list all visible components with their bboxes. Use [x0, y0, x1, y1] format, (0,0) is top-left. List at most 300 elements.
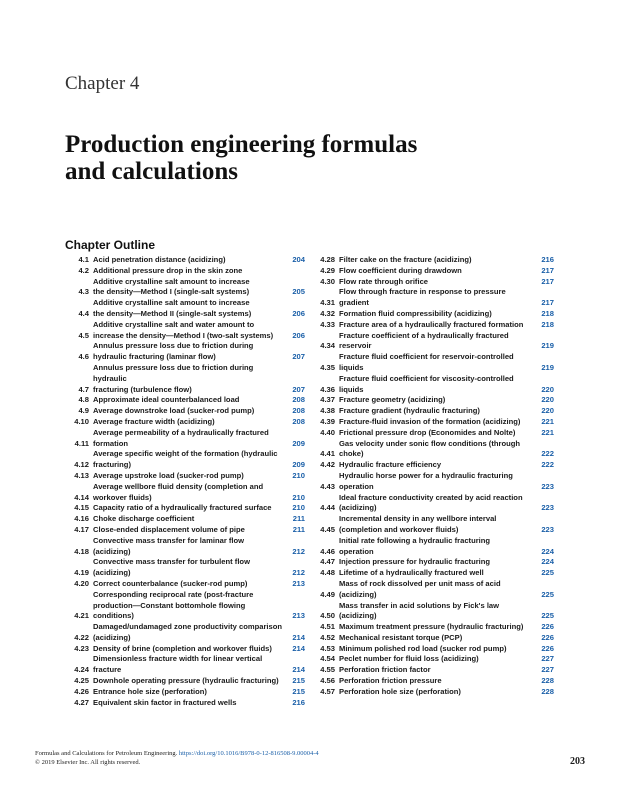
entry-page-link[interactable]: 223 — [541, 503, 554, 513]
entry-number: 4.54 — [320, 654, 335, 664]
entry-title — [93, 676, 283, 687]
entry-page-link[interactable]: 223 — [541, 524, 554, 534]
entry-number: 4.52 — [320, 632, 335, 642]
entry-page-link[interactable]: 227 — [541, 654, 554, 664]
entry-title — [339, 471, 532, 493]
entry-title-line: Average fracture width (acidizing) — [93, 416, 215, 426]
outline-entry[interactable] — [311, 665, 554, 676]
entry-title-line: increase the density—Method I (two-salt systems) — [93, 330, 274, 340]
entry-title-line: the density—Method II (single-salt systems) — [93, 308, 252, 318]
entry-title — [93, 654, 283, 676]
entry-number: 4.8 — [78, 395, 89, 405]
outline-entry[interactable] — [311, 266, 554, 277]
outline-entry[interactable] — [65, 514, 305, 525]
entry-title — [339, 460, 532, 471]
entry-number: 4.31 — [320, 298, 335, 308]
entry-title-line: Formation fluid compressibility (acidizing) — [339, 308, 492, 318]
entry-page-link[interactable]: 222 — [541, 449, 554, 459]
footer-book-title: Formulas and Calculations for Petroleum Engineering. — [35, 750, 178, 757]
entry-number: 4.41 — [320, 449, 335, 459]
outline-entry[interactable] — [65, 590, 305, 622]
outline-entry[interactable] — [65, 341, 305, 363]
entry-title — [339, 287, 532, 309]
outline-entry[interactable] — [311, 428, 554, 439]
entry-page-link[interactable]: 206 — [292, 330, 305, 340]
entry-title-line: Perforation friction pressure — [339, 676, 442, 686]
entry-number: 4.27 — [74, 697, 89, 707]
entry-page-link[interactable]: 208 — [292, 406, 305, 416]
entry-page-link[interactable]: 224 — [541, 557, 554, 567]
entry-number: 4.25 — [74, 676, 89, 686]
outline-entry[interactable] — [65, 503, 305, 514]
outline-entry[interactable] — [65, 320, 305, 342]
outline-entry[interactable] — [65, 363, 305, 395]
outline-entry[interactable] — [65, 687, 305, 698]
outline-entry[interactable] — [65, 449, 305, 471]
entry-page-link[interactable]: 208 — [292, 416, 305, 426]
entry-number: 4.1 — [78, 255, 89, 264]
entry-number: 4.39 — [320, 416, 335, 426]
entry-title-line: Injection pressure for hydraulic fracturing — [339, 557, 491, 567]
outline-entry[interactable] — [65, 676, 305, 687]
entry-number: 4.29 — [320, 265, 335, 275]
entry-title-line: hydraulic fracturing (laminar flow) — [93, 352, 216, 362]
outline-entry[interactable] — [65, 417, 305, 428]
entry-title — [339, 255, 532, 266]
entry-number: 4.21 — [74, 611, 89, 621]
title-line: Production engineering formulas — [65, 131, 418, 158]
entry-page-link[interactable]: 219 — [541, 362, 554, 372]
entry-title-line: Hydraulic horse power for a hydraulic fracturing — [339, 470, 513, 480]
entry-number: 4.30 — [320, 276, 335, 286]
outline-entry[interactable] — [65, 255, 305, 266]
entry-title-line: Fracture fluid coefficient for viscosity-controlled — [339, 373, 514, 383]
entry-number: 4.50 — [320, 611, 335, 621]
entry-title-line: fracturing (turbulence flow) — [93, 384, 192, 394]
entry-title — [93, 590, 283, 622]
entry-page-link[interactable]: 206 — [292, 308, 305, 318]
entry-page-link[interactable]: 221 — [541, 416, 554, 426]
entry-number: 4.10 — [74, 416, 89, 426]
outline-entry[interactable] — [311, 536, 554, 558]
entry-page-link[interactable]: 216 — [292, 697, 305, 707]
entry-title — [93, 644, 283, 655]
entry-page-link[interactable]: 207 — [292, 384, 305, 394]
entry-number: 4.18 — [74, 546, 89, 556]
entry-number: 4.28 — [320, 255, 335, 264]
entry-title-line: Downhole operating pressure (hydraulic fracturing) — [93, 676, 279, 686]
entry-number: 4.26 — [74, 686, 89, 696]
outline-entry[interactable] — [311, 654, 554, 665]
outline-entry[interactable] — [311, 331, 554, 353]
outline-entry[interactable] — [311, 255, 554, 266]
entry-title — [93, 557, 283, 579]
entry-title-line: Peclet number for fluid loss (acidizing) — [339, 654, 479, 664]
entry-number: 4.6 — [78, 352, 89, 362]
entry-title-line: (acidizing) — [339, 589, 377, 599]
entry-number: 4.3 — [78, 287, 89, 297]
entry-page-link[interactable]: 214 — [292, 643, 305, 653]
outline-entry[interactable] — [311, 320, 554, 331]
entry-page-link[interactable]: 217 — [541, 276, 554, 286]
outline-entry[interactable] — [65, 557, 305, 579]
outline-entry[interactable] — [311, 460, 554, 471]
entry-page-link[interactable]: 204 — [292, 255, 305, 264]
entry-title-line: Frictional pressure drop (Economides and Nolte) — [339, 427, 516, 437]
entry-title — [93, 471, 283, 482]
entry-number: 4.55 — [320, 665, 335, 675]
entry-page-link[interactable]: 208 — [292, 395, 305, 405]
entry-title-line: Flow rate through orifice — [339, 276, 429, 286]
entry-title — [339, 676, 532, 687]
entry-title-line: Minimum polished rod load (sucker rod pump) — [339, 643, 507, 653]
entry-title-line: Mass transfer in acid solutions by Fick's law — [339, 600, 500, 610]
entry-title-line: production—Constant bottomhole flowing — [93, 600, 246, 610]
entry-title-line: fracturing) — [93, 460, 131, 470]
outline-entry[interactable] — [65, 579, 305, 590]
entry-title-line: Lifetime of a hydraulically fractured well — [339, 568, 484, 578]
entry-title — [93, 341, 283, 363]
entry-title-line: Filter cake on the fracture (acidizing) — [339, 255, 472, 264]
entry-page-link[interactable]: 221 — [541, 427, 554, 437]
entry-title-line: Fracture coefficient of a hydraulically fractured — [339, 330, 509, 340]
entry-title-line: Fracture fluid coefficient for reservoir-controlled — [339, 352, 514, 362]
entry-title-line: operation — [339, 546, 374, 556]
entry-title — [93, 698, 283, 709]
entry-number: 4.24 — [74, 665, 89, 675]
entry-title — [93, 320, 283, 342]
entry-title-line: Annulus pressure loss due to friction during — [93, 341, 254, 351]
outline-entry[interactable] — [65, 698, 305, 709]
outline-entry[interactable] — [311, 557, 554, 568]
entry-title-line: the density—Method I (single-salt systems) — [93, 287, 250, 297]
outline-entry[interactable] — [65, 644, 305, 655]
outline-entry[interactable] — [311, 514, 554, 536]
entry-title — [339, 352, 532, 374]
entry-number: 4.36 — [320, 384, 335, 394]
entry-title-line: Average downstroke load (sucker-rod pump) — [93, 406, 255, 416]
entry-title-line: Initial rate following a hydraulic fracturing — [339, 535, 491, 545]
entry-page-link[interactable]: 210 — [292, 503, 305, 513]
outline-heading: Chapter Outline — [65, 238, 156, 252]
outline-entry[interactable] — [311, 277, 554, 288]
entry-number: 4.43 — [320, 481, 335, 491]
entry-page-link[interactable]: 210 — [292, 492, 305, 502]
outline-entry[interactable] — [65, 622, 305, 644]
entry-title-line: Average specific weight of the formation (hydraulic — [93, 449, 278, 459]
entry-title — [339, 687, 532, 698]
entry-number: 4.45 — [320, 524, 335, 534]
entry-title-line: Average permeability of a hydraulically fractured — [93, 427, 269, 437]
entry-title — [339, 644, 532, 655]
entry-title-line: Fracture area of a hydraulically fractured formation — [339, 319, 524, 329]
entry-title — [93, 266, 283, 277]
entry-number: 4.13 — [74, 470, 89, 480]
entry-page-link[interactable]: 225 — [541, 611, 554, 621]
entry-page-link[interactable]: 219 — [541, 341, 554, 351]
entry-title-line: (acidizing) — [93, 568, 131, 578]
entry-title — [93, 277, 283, 299]
entry-number: 4.49 — [320, 589, 335, 599]
entry-title — [93, 536, 283, 558]
outline-entry[interactable] — [311, 439, 554, 461]
entry-page-link[interactable]: 225 — [541, 589, 554, 599]
entry-title — [93, 482, 283, 504]
entry-page-link[interactable]: 214 — [292, 632, 305, 642]
entry-number: 4.51 — [320, 622, 335, 632]
outline-entry[interactable] — [311, 309, 554, 320]
entry-number: 4.34 — [320, 341, 335, 351]
entry-title-line: Additive crystalline salt and water amount to — [93, 319, 255, 329]
entry-page-link[interactable]: 214 — [292, 665, 305, 675]
outline-entry[interactable] — [65, 471, 305, 482]
entry-number: 4.44 — [320, 503, 335, 513]
entry-title-line: liquids — [339, 362, 364, 372]
outline-entry[interactable] — [311, 579, 554, 601]
entry-page-link[interactable]: 210 — [292, 470, 305, 480]
entry-page-link[interactable]: 228 — [541, 686, 554, 696]
entry-page-link[interactable]: 213 — [292, 611, 305, 621]
entry-title-line: Annulus pressure loss due to friction during hydraulic — [93, 362, 254, 383]
footer-doi-link[interactable]: https://doi.org/10.1016/B978-0-12-816508-9.00004-4 — [178, 750, 319, 757]
entry-number: 4.48 — [320, 568, 335, 578]
entry-page-link[interactable]: 217 — [541, 298, 554, 308]
entry-title-line: Additive crystalline salt amount to increase — [93, 276, 250, 286]
entry-page-link[interactable]: 223 — [541, 481, 554, 491]
entry-title-line: Convective mass transfer for turbulent flow — [93, 557, 250, 567]
entry-number: 4.12 — [74, 460, 89, 470]
entry-title-line: Acid penetration distance (acidizing) — [93, 255, 226, 264]
entry-title-line: Gas velocity under sonic flow conditions (through — [339, 438, 520, 448]
outline-entry[interactable] — [311, 601, 554, 623]
entry-number: 4.14 — [74, 492, 89, 502]
entry-number: 4.5 — [78, 330, 89, 340]
entry-page-link[interactable]: 211 — [292, 524, 305, 534]
entry-number: 4.35 — [320, 362, 335, 372]
entry-page-link[interactable]: 215 — [292, 686, 305, 696]
chapter-label: Chapter 4 — [65, 73, 140, 94]
entry-number: 4.2 — [78, 265, 89, 275]
entry-page-link[interactable]: 220 — [541, 384, 554, 394]
entry-page-link[interactable]: 228 — [541, 676, 554, 686]
entry-title — [339, 374, 532, 396]
entry-page-link[interactable]: 226 — [541, 622, 554, 632]
entry-title-line: Equivalent skin factor in fractured wells — [93, 697, 237, 707]
entry-title-line: Close-ended displacement volume of pipe — [93, 524, 245, 534]
entry-page-link[interactable]: 212 — [292, 568, 305, 578]
entry-title — [339, 439, 532, 461]
entry-title-line: workover fluids) — [93, 492, 152, 502]
entry-title-line: Damaged/undamaged zone productivity comparison — [93, 622, 283, 632]
outline-entry[interactable] — [65, 395, 305, 406]
entry-title-line: Flow through fracture in response to pressure — [339, 287, 506, 297]
outline-entry[interactable] — [65, 525, 305, 536]
entry-page-link[interactable]: 216 — [541, 255, 554, 264]
entry-page-link[interactable]: 220 — [541, 395, 554, 405]
entry-number: 4.9 — [78, 406, 89, 416]
title-line: and calculations — [65, 158, 238, 185]
entry-number: 4.38 — [320, 406, 335, 416]
entry-title — [339, 601, 532, 623]
entry-title — [339, 277, 532, 288]
entry-title — [93, 395, 283, 406]
entry-number: 4.4 — [78, 308, 89, 318]
entry-page-link[interactable]: 225 — [541, 568, 554, 578]
entry-title-line: Ideal fracture conductivity created by acid reaction — [339, 492, 523, 502]
entry-title — [339, 568, 532, 579]
entry-number: 4.23 — [74, 643, 89, 653]
outline-entry[interactable] — [65, 406, 305, 417]
entry-title-line: fracture — [93, 665, 122, 675]
entry-title-line: Perforation hole size (perforation) — [339, 686, 461, 696]
entry-number: 4.7 — [78, 384, 89, 394]
entry-title-line: Entrance hole size (perforation) — [93, 686, 207, 696]
entry-title — [339, 654, 532, 665]
entry-title-line: Average upstroke load (sucker-rod pump) — [93, 470, 244, 480]
entry-title — [93, 514, 283, 525]
outline-entry[interactable] — [311, 287, 554, 309]
entry-page-link[interactable]: 227 — [541, 665, 554, 675]
outline-entry[interactable] — [311, 687, 554, 698]
entry-title-line: choke) — [339, 449, 364, 459]
entry-number: 4.32 — [320, 308, 335, 318]
outline-entry[interactable] — [311, 471, 554, 493]
outline-entry[interactable] — [65, 277, 305, 299]
entry-page-link[interactable]: 224 — [541, 546, 554, 556]
entry-title — [339, 428, 532, 439]
entry-title — [339, 514, 532, 536]
outline-entry[interactable] — [311, 568, 554, 579]
entry-title — [93, 417, 283, 428]
page-number: 203 — [570, 756, 585, 767]
entry-title — [339, 309, 532, 320]
entry-title-line: Incremental density in any wellbore interval — [339, 514, 497, 524]
entry-title — [93, 687, 283, 698]
entry-page-link[interactable]: 215 — [292, 676, 305, 686]
entry-page-link[interactable]: 212 — [292, 546, 305, 556]
entry-number: 4.57 — [320, 686, 335, 696]
entry-title — [339, 557, 532, 568]
entry-title-line: Maximum treatment pressure (hydraulic fracturing) — [339, 622, 524, 632]
entry-title — [339, 266, 532, 277]
entry-title-line: (acidizing) — [93, 546, 131, 556]
entry-page-link[interactable]: 226 — [541, 632, 554, 642]
entry-title — [93, 525, 283, 536]
entry-title — [93, 579, 283, 590]
outline-entry[interactable] — [311, 417, 554, 428]
entry-title-line: operation — [339, 481, 374, 491]
outline-entry[interactable] — [311, 395, 554, 406]
entry-page-link[interactable]: 211 — [292, 514, 305, 524]
entry-title — [93, 363, 283, 395]
entry-title-line: Mechanical resistant torque (PCP) — [339, 632, 463, 642]
outline-entry[interactable] — [311, 633, 554, 644]
entry-title-line: Fracture-fluid invasion of the formation (acidizing) — [339, 416, 521, 426]
footer — [35, 749, 515, 767]
entry-title — [93, 503, 283, 514]
outline-entry[interactable] — [311, 406, 554, 417]
outline-right-column — [311, 255, 554, 698]
entry-number: 4.16 — [74, 514, 89, 524]
entry-number: 4.22 — [74, 632, 89, 642]
entry-page-link[interactable]: 217 — [541, 265, 554, 275]
outline-entry[interactable] — [311, 644, 554, 655]
entry-title — [339, 579, 532, 601]
footer-copyright: © 2019 Elsevier Inc. All rights reserved. — [35, 759, 141, 766]
outline-entry[interactable] — [65, 298, 305, 320]
outline-entry[interactable] — [65, 428, 305, 450]
entry-title — [93, 298, 283, 320]
entry-page-link[interactable]: 209 — [292, 438, 305, 448]
entry-title-line: Density of brine (completion and workover fluids) — [93, 643, 272, 653]
entry-title-line: Perforation friction factor — [339, 665, 431, 675]
outline-entry[interactable] — [65, 536, 305, 558]
entry-page-link[interactable]: 207 — [292, 352, 305, 362]
entry-title-line: formation — [93, 438, 129, 448]
entry-title-line: (acidizing) — [93, 632, 131, 642]
entry-title-line: (acidizing) — [339, 611, 377, 621]
entry-number: 4.37 — [320, 395, 335, 405]
entry-title-line: Dimensionless fracture width for linear vertical — [93, 654, 263, 664]
entry-page-link[interactable]: 220 — [541, 406, 554, 416]
outline-entry[interactable] — [311, 493, 554, 515]
entry-title-line: Mass of rock dissolved per unit mass of acid — [339, 578, 501, 588]
entry-title — [339, 536, 532, 558]
entry-title-line: Hydraulic fracture efficiency — [339, 460, 442, 470]
entry-page-link[interactable]: 226 — [541, 643, 554, 653]
entry-title — [339, 417, 532, 428]
outline-entry[interactable] — [311, 622, 554, 633]
outline-entry[interactable] — [311, 352, 554, 374]
entry-title-line: Average wellbore fluid density (completion and — [93, 481, 264, 491]
entry-page-link[interactable]: 218 — [541, 319, 554, 329]
outline-entry[interactable] — [65, 654, 305, 676]
entry-number: 4.17 — [74, 524, 89, 534]
entry-title — [339, 331, 532, 353]
entry-title — [339, 622, 532, 633]
entry-number: 4.15 — [74, 503, 89, 513]
entry-title-line: conditions) — [93, 611, 134, 621]
outline-entry[interactable] — [65, 482, 305, 504]
entry-page-link[interactable]: 213 — [292, 578, 305, 588]
entry-title-line: (acidizing) — [339, 503, 377, 513]
entry-title — [339, 665, 532, 676]
entry-title — [93, 406, 283, 417]
entry-title-line: reservoir — [339, 341, 372, 351]
entry-title-line: Capacity ratio of a hydraulically fractured surface — [93, 503, 272, 513]
entry-page-link[interactable]: 218 — [541, 308, 554, 318]
entry-page-link[interactable]: 222 — [541, 460, 554, 470]
outline-entry[interactable] — [311, 374, 554, 396]
entry-number: 4.56 — [320, 676, 335, 686]
entry-page-link[interactable]: 209 — [292, 460, 305, 470]
entry-title-line: Approximate ideal counterbalanced load — [93, 395, 240, 405]
entry-title-line: Fracture geometry (acidizing) — [339, 395, 446, 405]
entry-page-link[interactable]: 205 — [292, 287, 305, 297]
outline-entry[interactable] — [65, 266, 305, 277]
entry-title-line: gradient — [339, 298, 369, 308]
entry-title-line: Flow coefficient during drawdown — [339, 265, 462, 275]
outline-entry[interactable] — [311, 676, 554, 687]
entry-title — [93, 428, 283, 450]
entry-number: 4.19 — [74, 568, 89, 578]
entry-number: 4.53 — [320, 643, 335, 653]
entry-title — [93, 622, 283, 644]
entry-number: 4.47 — [320, 557, 335, 567]
entry-number: 4.33 — [320, 319, 335, 329]
entry-number: 4.20 — [74, 578, 89, 588]
entry-number: 4.11 — [74, 438, 89, 448]
